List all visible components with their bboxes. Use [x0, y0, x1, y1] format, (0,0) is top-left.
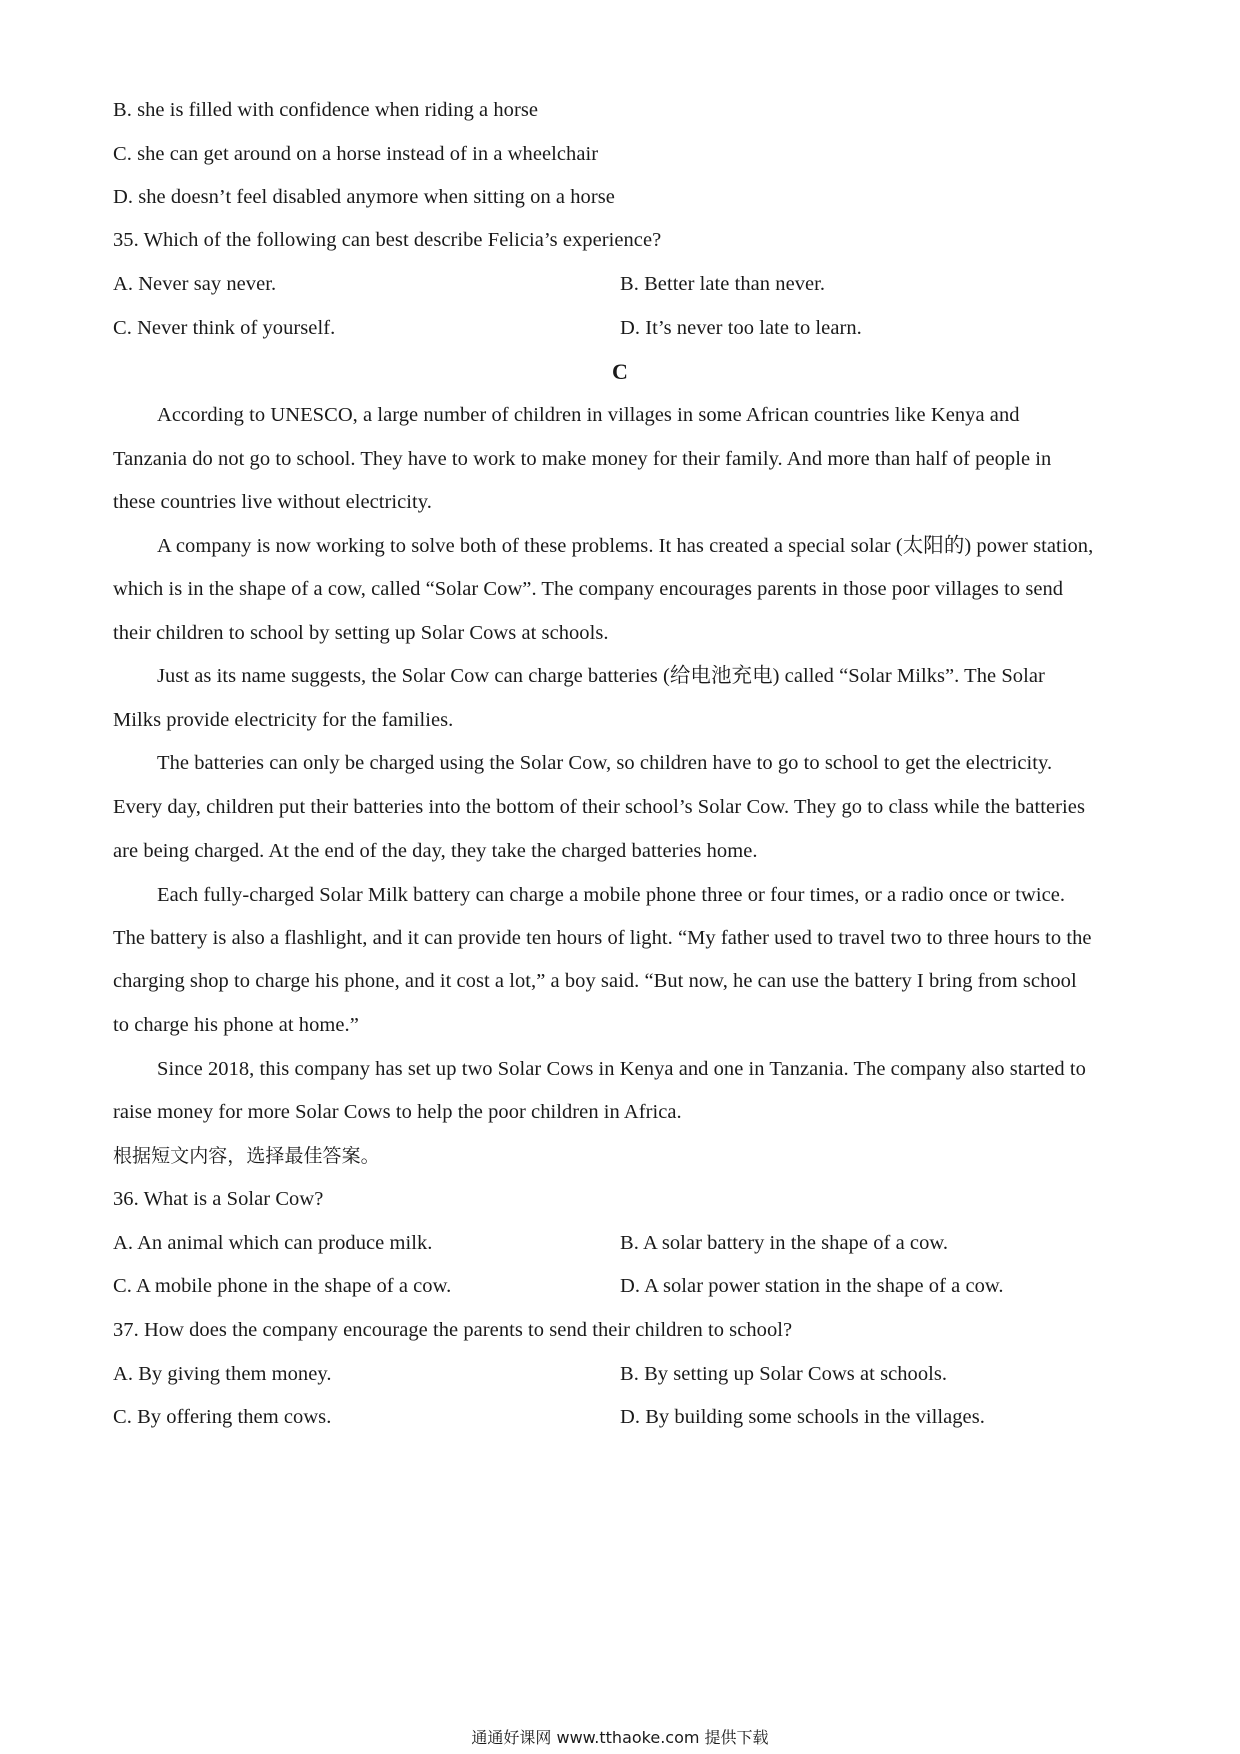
q36-option-c: C. A mobile phone in the shape of a cow. — [113, 1275, 452, 1297]
q37-option-c: C. By offering them cows. — [113, 1406, 332, 1428]
q35-option-a: A. Never say never. — [113, 273, 277, 295]
q35-option-b: B. Better late than never. — [620, 273, 826, 295]
q36-question: 36. What is a Solar Cow? — [113, 1188, 324, 1210]
passage-line: to charge his phone at home.” — [113, 1014, 359, 1036]
q37-option-d: D. By building some schools in the villages. — [620, 1406, 985, 1428]
passage-line: The battery is also a flashlight, and it can provide ten hours of light. “My father used to travel two to three hours to the — [113, 927, 1092, 949]
passage-line: are being charged. At the end of the day, they take the charged batteries home. — [113, 840, 758, 862]
q37-option-a: A. By giving them money. — [113, 1363, 332, 1385]
q34-option-b: B. she is filled with confidence when riding a horse — [113, 99, 539, 121]
passage-line: A company is now working to solve both of these problems. It has created a special solar (太阳的) power station, — [157, 535, 1094, 557]
q34-option-d: D. she doesn’t feel disabled anymore when sitting on a horse — [113, 186, 615, 208]
passage-line: The batteries can only be charged using the Solar Cow, so children have to go to school to get the electricity. — [157, 752, 1053, 774]
q37-option-b: B. By setting up Solar Cows at schools. — [620, 1363, 948, 1385]
passage-line: Every day, children put their batteries into the bottom of their school’s Solar Cow. They go to class while the batteries — [113, 796, 1085, 818]
passage-line: their children to school by setting up Solar Cows at schools. — [113, 622, 609, 644]
passage-line: Milks provide electricity for the families. — [113, 709, 454, 731]
passage-line: Since 2018, this company has set up two Solar Cows in Kenya and one in Tanzania. The company also started to — [157, 1058, 1086, 1080]
q37-question: 37. How does the company encourage the parents to send their children to school? — [113, 1319, 793, 1341]
passage-line: Tanzania do not go to school. They have to work to make money for their family. And more than half of people in — [113, 448, 1052, 470]
q35-option-c: C. Never think of yourself. — [113, 317, 336, 339]
q36-option-a: A. An animal which can produce milk. — [113, 1232, 433, 1254]
passage-line: Just as its name suggests, the Solar Cow can charge batteries (给电池充电) called “Solar Milks”. The Solar — [157, 665, 1045, 687]
q36-option-b: B. A solar battery in the shape of a cow. — [620, 1232, 949, 1254]
instruction: 根据短文内容，选择最佳答案。 — [113, 1145, 380, 1167]
q34-option-c: C. she can get around on a horse instead of in a wheelchair — [113, 143, 599, 165]
passage-line: According to UNESCO, a large number of children in villages in some African countries like Kenya and — [157, 404, 1020, 426]
passage-line: these countries live without electricity. — [113, 491, 432, 513]
q35-option-d: D. It’s never too late to learn. — [620, 317, 862, 339]
passage-line: which is in the shape of a cow, called “Solar Cow”. The company encourages parents in those poor villages to send — [113, 578, 1064, 600]
passage-line: charging shop to charge his phone, and it cost a lot,” a boy said. “But now, he can use the battery I bring from school — [113, 970, 1077, 992]
q36-option-d: D. A solar power station in the shape of a cow. — [620, 1275, 1004, 1297]
footer-watermark: 通通好课网 www.tthaoke.com 提供下载 — [471, 1728, 769, 1747]
q35-question: 35. Which of the following can best describe Felicia’s experience? — [113, 229, 662, 251]
section-heading: C — [612, 359, 628, 384]
passage-line: raise money for more Solar Cows to help the poor children in Africa. — [113, 1101, 682, 1123]
passage-line: Each fully-charged Solar Milk battery can charge a mobile phone three or four times, or a radio once or twice. — [157, 884, 1066, 906]
